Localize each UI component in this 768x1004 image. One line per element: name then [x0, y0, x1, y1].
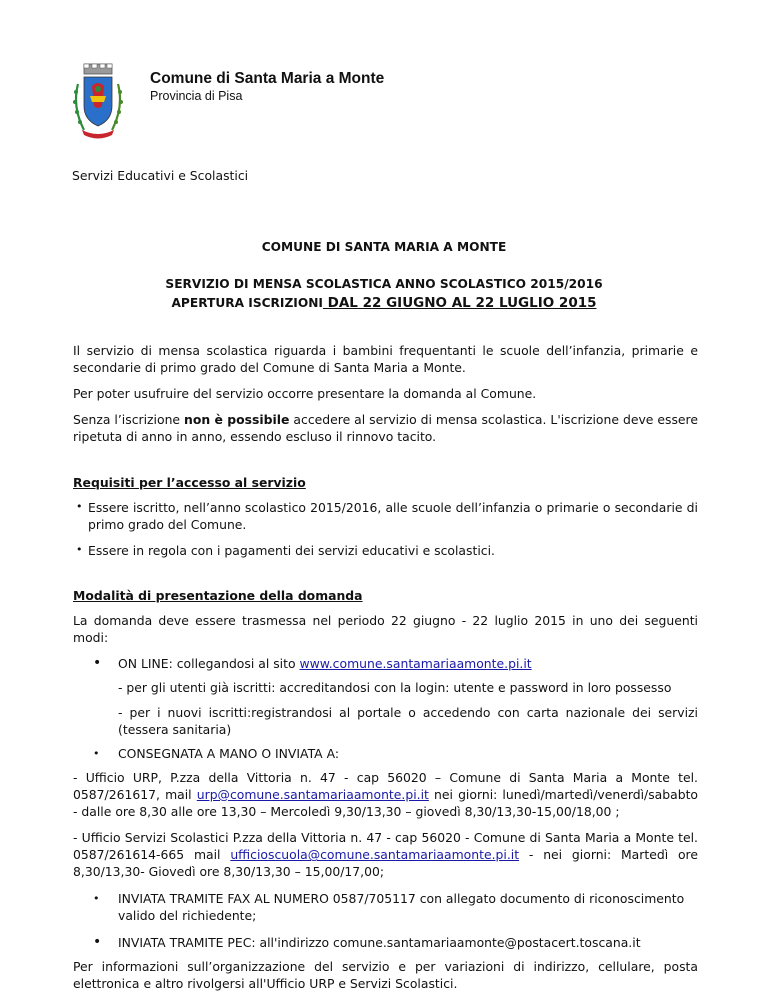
title-line-3-prefix: APERTURA ISCRIZIONI	[171, 296, 323, 310]
online-sub-2: - per i nuovi iscritti:registrandosi al portale o accedendo con carta nazionale dei servizi (tessera sanitaria)	[118, 704, 698, 737]
mode-hand-delivery	[73, 745, 698, 762]
intro-paragraph-2: Per poter usufruire del servizio occorre presentare la domanda al Comune.	[73, 386, 537, 402]
list-item: • Essere iscritto, nell’anno scolastico 2015/2016, alle scuole dell’infanzia o primarie o secondarie di primo grado del Comune.	[73, 499, 698, 533]
list-item: • Essere in regola con i pagamenti dei servizi educativi e scolastici.	[73, 542, 698, 559]
urp-office-info	[73, 769, 698, 820]
intro-p3-bold: non è possibile	[184, 412, 290, 428]
hand-delivery-label: CONSEGNATA A MANO O INVIATA A:	[118, 745, 340, 761]
requisiti-heading: Requisiti per l’accesso al servizio	[73, 474, 306, 490]
mode-online	[73, 655, 698, 672]
website-link[interactable]: www.comune.santamariaamonte.pi.it	[299, 656, 532, 672]
closing-paragraph: Per informazioni sull’organizzazione del servizio e per variazioni di indirizzo, cellulare, posta elettronica e altro rivolgersi all'Ufficio URP e Servizi Scolastici.	[73, 958, 698, 991]
title-line-1: COMUNE DI SANTA MARIA A MONTE	[261, 240, 507, 254]
department-label: Servizi Educativi e Scolastici	[72, 168, 249, 183]
mode-fax	[73, 890, 698, 924]
urp-text-b: nei giorni: lunedì/martedì/venerdì/sababto - dalle ore 8,30 alle ore 13,30 – Mercoledì 9,30/13,30 – giovedì 8,30/13,30-15,00/18,00 ;	[73, 786, 699, 820]
intro-paragraph-3	[73, 411, 698, 445]
municipal-coat-of-arms-icon	[70, 62, 126, 142]
org-title: Comune di Santa Maria a Monte	[150, 70, 385, 87]
pec-text: INVIATA TRAMITE PEC: all'indirizzo comune.santamariaamonte@postacert.toscana.it	[118, 934, 641, 950]
online-sub-1: - per gli utenti già iscritti: accreditandosi con la login: utente e password in loro possesso	[118, 680, 672, 696]
org-subtitle: Provincia di Pisa	[150, 89, 243, 103]
document-body	[73, 342, 698, 1004]
school-text-a: - Ufficio Servizi Scolastici P.zza della Vittoria n. 47 - cap 56020 - Comune di Santa Maria a Monte tel. 0587/261614-665 mail	[73, 830, 698, 863]
intro-p3-text-b: accedere al servizio di mensa scolastica. L'iscrizione deve essere ripetuta di anno in anno, essendo escluso il rinnovo tacito.	[73, 412, 698, 445]
bullet-icon: •	[93, 891, 100, 905]
bullet-icon: •	[93, 746, 100, 760]
requisiti-list	[73, 499, 698, 559]
bullet-icon: •	[93, 933, 102, 950]
school-text-b: - nei giorni: Martedì ore 8,30/13,30- Giovedì ore 8,30/13,30 – 15,00/17,00;	[73, 847, 698, 880]
modalita-heading: Modalità di presentazione della domanda	[73, 587, 363, 603]
title-line-2: SERVIZIO DI MENSA SCOLASTICA ANNO SCOLASTICO 2015/2016	[165, 277, 603, 291]
school-office-info	[73, 829, 698, 880]
title-line-3	[0, 294, 768, 313]
urp-email-link[interactable]: urp@comune.santamariaamonte.pi.it	[196, 786, 429, 802]
modalita-intro: La domanda deve essere trasmessa nel periodo 22 giugno - 22 luglio 2015 in uno dei seguenti modi:	[73, 613, 698, 646]
school-email-link[interactable]: ufficioscuola@comune.santamariaamonte.pi.it	[230, 847, 520, 863]
intro-p3-text-a: Senza l’iscrizione	[73, 412, 185, 428]
intro-paragraph-1: Il servizio di mensa scolastica riguarda i bambini frequentanti le scuole dell’infanzia, primarie e secondarie di primo grado del Comune di Santa Maria a Monte.	[73, 343, 698, 376]
fax-text: INVIATA TRAMITE FAX AL NUMERO 0587/705117 con allegato documento di riconoscimento valido del richiedente;	[118, 890, 685, 923]
urp-text-a: - Ufficio URP, P.zza della Vittoria n. 47 - cap 56020 – Comune di Santa Maria a Monte tel. 0587/261617, mail	[73, 769, 698, 802]
letterhead	[70, 62, 400, 146]
title-line-3-dates: DAL 22 GIUGNO AL 22 LUGLIO 2015	[322, 295, 597, 311]
online-label: ON LINE: collegandosi al sito	[118, 656, 300, 672]
bullet-icon: •	[93, 655, 102, 672]
mode-pec	[73, 934, 698, 951]
